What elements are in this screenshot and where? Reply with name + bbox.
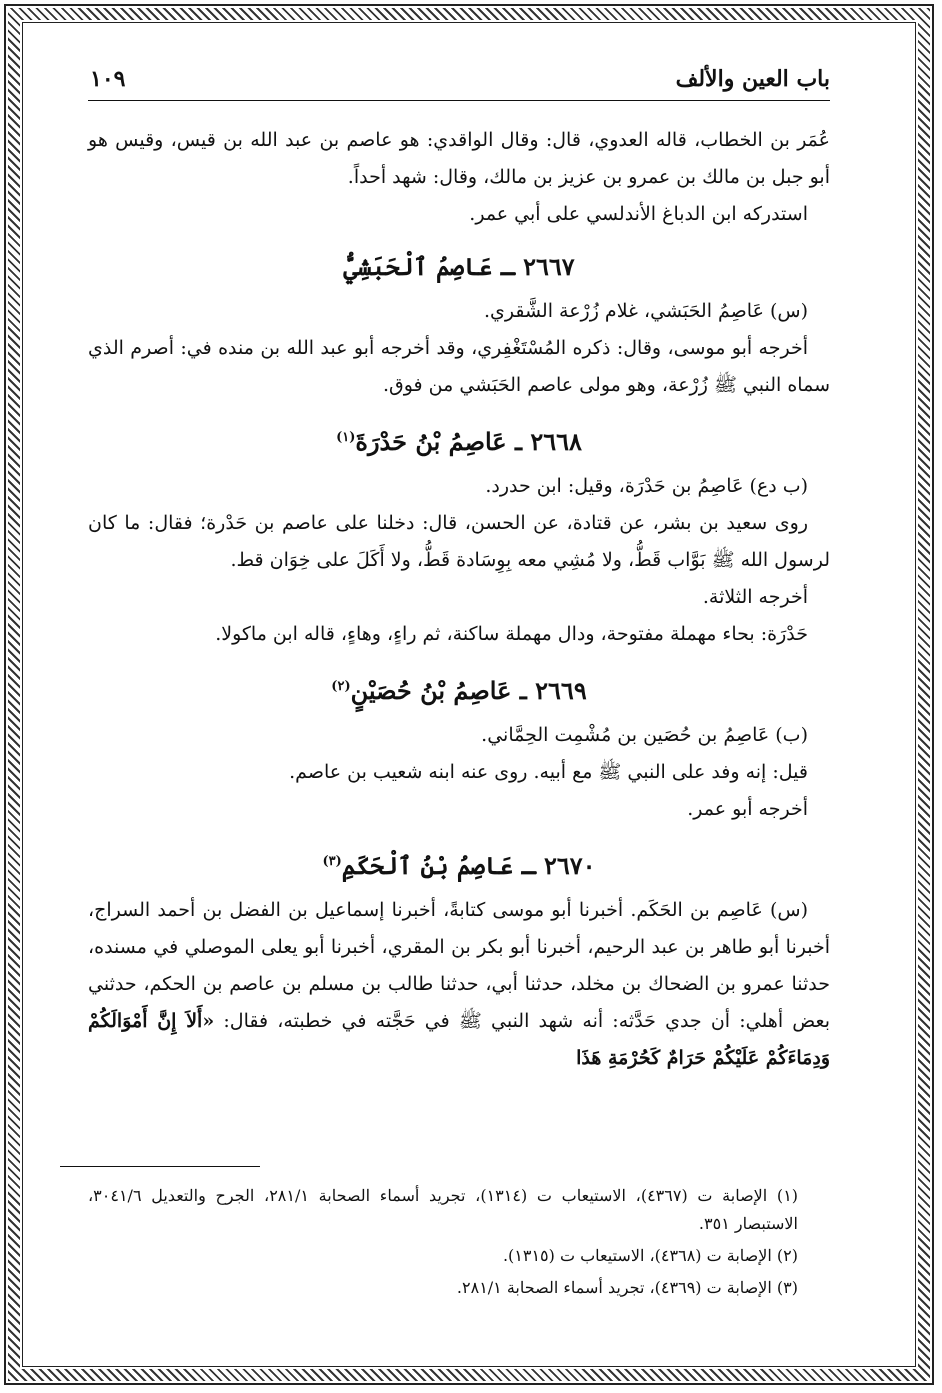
paragraph: أخرجه أبو موسى، وقال: ذكره المُسْتَغْفِري، وقد أخرجه أبو عبد الله بن منده في: أصرم الذي سماه النبي ﷺ زُرْعة، وهو مولى عاصم الحَبَشي من فوق. [88,337,830,396]
chapter-title: باب العين والألف [675,66,830,92]
paragraph: (ب دع) عَاصِمُ بن حَدْرَة، وقيل: ابن حدرد. [485,475,808,497]
footnotes [88,1182,798,1306]
footnote-marker: (٣) [322,854,342,869]
quote-text: ما كان لرسول الله ﷺ بَوَّاب قَطُّ، ولا مُشِي معه بِوِسَادة قَطُّ، ولا أَكَلَ على خِوَان قط. [88,512,830,571]
paragraph: أخرجه الثلاثة. [702,586,808,608]
paragraph: عُمَر بن الخطاب، قاله العدوي، قال: وقال الواقدي: هو عاصم بن عبد الله بن قيس، وقيس هو أبو جبل بن مالك بن عمرو بن عزيز بن مالك، وقال: شهد أحداً. [88,129,830,188]
footnote: (١) الإصابة ت (٤٣٦٧)، الاستيعاب ت (١٣١٤)، تجريد أسماء الصحابة ٢٨١/١، الجرح والتعديل ٣٠٤١/٦، الاستبصار ٣٥١. [88,1186,799,1233]
page-number: ١٠٩ [90,66,126,92]
hadith-quote: «أَلاَ إِنَّ أَمْوَالَكُمْ وَدِمَاءَكُمْ عَلَيْكُمْ حَرَامٌ كَحُرْمَةِ هَذَا [88,1010,830,1069]
paragraph: استدركه ابن الدباغ الأندلسي على أبي عمر. [469,203,808,225]
paragraph-text: روى سعيد بن بشر، عن قتادة، عن الحسن، قال: دخلنا على عاصم بن حَدْرة؛ فقال: [140,512,809,534]
paragraph: (س) عَاصِمُ الحَبَشي، غلام زُرْعة الشَّقري. [483,300,808,322]
paragraph [88,892,830,1077]
footnote-separator [60,1166,260,1167]
paragraph-text: (س) عَاصِم بن الحَكَم. أخبرنا أبو موسى كتابةً، أخبرنا إسماعيل بن الفضل بن أحمد السراج، أخبرنا أبو طاهر بن عبد الرحيم، أخبرنا أبو بكر بن المقري، أخبرنا أبو يعلى الموصلي في مسنده، حدثنا عمرو بن الضحاك بن مخلد، حدثنا أبي، حدثنا طالب بن مسلم بن عاصم بن الحكم، حدثني بعض أهلي: أن جدي حَدَّثه: أنه شهد النبي ﷺ في حَجَّته في خطبته، فقال: [88,899,831,1032]
entry-heading-2670 [88,842,830,886]
page [60,62,831,1069]
entry-title: ٢٦٦٩ ـ عَاصِمُ بْنُ حُصَيْنٍ [350,676,587,705]
footnote-marker: (٢) [331,679,351,694]
paragraph: (ب) عَاصِمُ بن حُصَين بن مُشْمِت الحِمَّاني. [481,724,808,746]
header-rule [88,100,830,101]
paragraph: حَدْرَة: بحاء مهملة مفتوحة، ودال مهملة ساكنة، ثم راءٍ، وهاءٍ، قاله ابن ماكولا. [215,623,808,645]
entry-title: ٢٦٧٠ ـ عَاصِمُ بْنُ ٱلْحَكَمِ [341,851,596,880]
entry-heading-2669 [88,667,830,711]
footnote: (٣) الإصابة ت (٤٣٦٩)، تجريد أسماء الصحابة ٢٨١/١. [456,1278,798,1297]
main-text [88,122,830,1077]
entry-heading-2668 [88,418,830,462]
entry-heading-2667 [88,247,830,287]
paragraph: أخرجه أبو عمر. [687,798,808,820]
entry-title: ٢٦٦٧ ـ عَاصِمُ ٱلْحَبَشِيُّ [343,252,575,281]
entry-title: ٢٦٦٨ ـ عَاصِمُ بْنُ حَدْرَةَ [355,427,582,456]
paragraph: قيل: إنه وفد على النبي ﷺ مع أبيه. روى عنه ابنه شعيب بن عاصم. [289,761,808,783]
paragraph [88,505,830,579]
footnote-marker: (١) [336,430,356,445]
footnote: (٢) الإصابة ت (٤٣٦٨)، الاستيعاب ت (١٣١٥). [502,1246,798,1265]
running-header [60,62,830,98]
